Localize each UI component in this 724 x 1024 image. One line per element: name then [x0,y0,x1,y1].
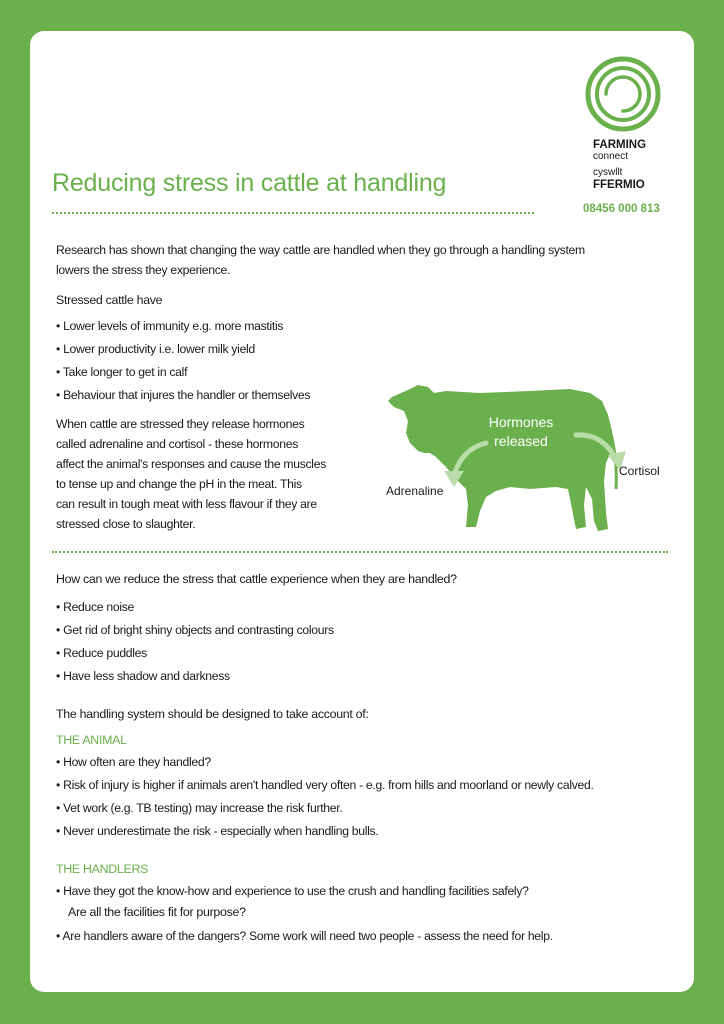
handlers-list [56,884,529,905]
hormones-line: affect the animal's responses and cause the muscles [56,457,326,471]
list-item: • Lower productivity i.e. lower milk yield [56,342,310,365]
hormones-line: called adrenaline and cortisol - these hormones [56,437,298,451]
hormones-line: When cattle are stressed they release hormones [56,417,305,431]
section-divider [52,551,668,553]
intro-line-1: Research has shown that changing the way cattle are handled when they go through a handling system [56,243,585,257]
hormones-line: can result in tough meat with less flavour if they are [56,497,317,511]
farming-connect-logo-icon [582,53,664,135]
brand-line-4: FFERMIO [593,179,645,191]
design-heading: The handling system should be designed to take account of: [56,707,369,721]
list-item: • Have they got the know-how and experience to use the crush and handling facilities safely? [56,884,529,905]
list-item: • Reduce puddles [56,646,334,669]
list-item: • Behaviour that injures the handler or themselves [56,388,310,411]
list-item: • Lower levels of immunity e.g. more mastitis [56,319,310,342]
phone-number: 08456 000 813 [583,203,660,215]
diagram-center-line-2: released [494,433,548,449]
cow-hormones-diagram [380,371,680,541]
list-item: • Vet work (e.g. TB testing) may increase the risk further. [56,801,594,824]
list-item: • Reduce noise [56,600,334,623]
animal-list [56,755,594,847]
list-item: • Have less shadow and darkness [56,669,334,692]
hormones-paragraph [56,414,326,534]
page-title: Reducing stress in cattle at handling [52,169,447,197]
handlers-item-continuation: Are all the facilities fit for purpose? [68,905,246,919]
cow-silhouette-icon [388,385,612,531]
adrenaline-label: Adrenaline [386,484,444,498]
brand-line-3: cyswllt [593,167,623,178]
cortisol-label: Cortisol [619,464,660,478]
reduce-list [56,600,334,692]
diagram-center-label [466,413,576,451]
animal-heading: THE ANIMAL [56,733,127,747]
title-divider [52,212,534,214]
list-item: • How often are they handled? [56,755,594,778]
handlers-heading: THE HANDLERS [56,862,149,876]
reduce-heading: How can we reduce the stress that cattle experience when they are handled? [56,572,457,586]
list-item: • Get rid of bright shiny objects and contrasting colours [56,623,334,646]
list-item: • Are handlers aware of the dangers? Some work will need two people - assess the need for help. [56,929,553,952]
handlers-list-2 [56,929,553,952]
intro-paragraph [56,240,585,280]
diagram-center-line-1: Hormones [488,414,554,430]
intro-line-2: lowers the stress they experience. [56,263,231,277]
brand-line-2: connect [593,151,629,162]
stressed-heading: Stressed cattle have [56,293,163,307]
list-item: • Take longer to get in calf [56,365,310,388]
brand-wordmark [593,139,646,191]
brand-line-1: FARMING [593,139,647,151]
list-item: • Never underestimate the risk - especially when handling bulls. [56,824,594,847]
hormones-line: to tense up and change the pH in the meat. This [56,477,302,491]
hormones-line: stressed close to slaughter. [56,517,196,531]
list-item: • Risk of injury is higher if animals aren't handled very often - e.g. from hills and moorland or newly calved. [56,778,594,801]
stressed-list [56,319,310,411]
leaflet-page [30,31,694,992]
